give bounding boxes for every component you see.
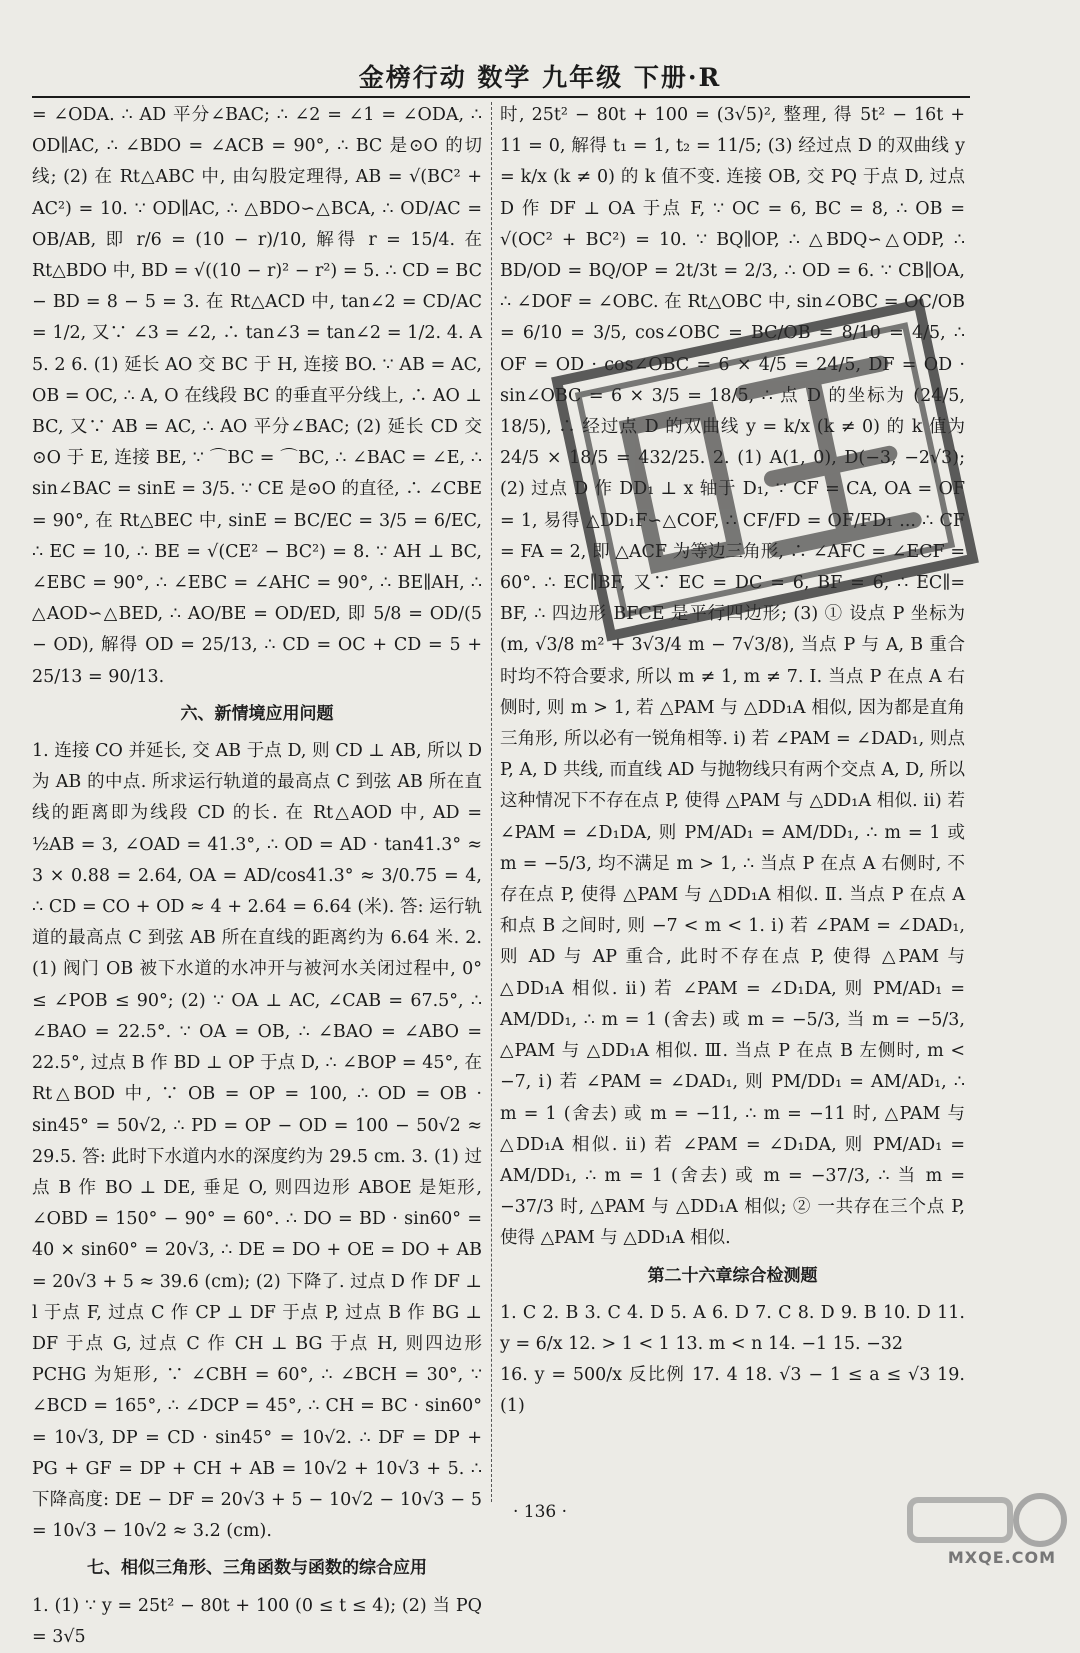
answer-line: 1. C 2. B 3. C 4. D 5. A 6. D 7. C 8. D 9. B 10. D 11. y = 6/x 12. > 1 < 1 13. m < n 14. −1 15. −32	[500, 1302, 965, 1354]
answer-line: 16. y = 500/x 反比例 17. 4 18. √3 − 1 ≤ a ≤ √3 19. (1)	[500, 1365, 965, 1417]
section-title-26: 第二十六章综合检测题	[647, 1265, 818, 1286]
answer-paragraph: 1. (1) ∵ y = 25t² − 80t + 100 (0 ≤ t ≤ 4); (2) 当 PQ = 3√5	[32, 1595, 482, 1647]
answer-paragraph: = ∠ODA. ∴ AD 平分∠BAC; ∴ ∠2 = ∠1 = ∠ODA, ∴ OD∥AC, ∴ ∠BDO = ∠ACB = 90°, ∴ BC 是⊙O 的切线; (2) 在 Rt△ABC 中, 由勾股定理得, AB = √(BC² + AC²) = 10. ∵ OD∥AC, ∴ △BDO∽△BCA, ∴ OD/AC = OB/AB, 即 r/6 = (10 − r)/10, 解得 r = 15/4. 在 Rt△BDO 中, BD = √((10 − r)² − r²) = 5. ∴ CD = BC − BD = 8 − 5 = 3. 在 Rt△ACD 中, tan∠2 = CD/AC = 1/2, 又∵ ∠3 = ∠2, ∴ tan∠3 = tan∠2 = 1/2. 4. A 5. 2 6. (1) 延长 AO 交 BC 于 H, 连接 BO. ∵ AB = AC, OB = OC, ∴ A, O 在线段 BC 的垂直平分线上, ∴ AO ⊥ BC, 又∵ AB = AC, ∴ AO 平分∠BAC; (2) 延长 CD 交⊙O 于 E, 连接 BE, ∵ ⌒BC = ⌒BC, ∴ ∠BAC = ∠E, ∴ sin∠BAC = sinE = 3/5. ∵ CE 是⊙O 的直径, ∴ ∠CBE = 90°, 在 Rt△BEC 中, sinE = BC/EC = 3/5 = 6/EC, ∴ EC = 10, ∴ BE = √(CE² − BC²) = 8. ∵ AH ⊥ BC, ∠EBC = 90°, ∴ ∠EBC = ∠AHC = 90°, ∴ BE∥AH, ∴ △AOD∽△BED, ∴ AO/BE = OD/ED, 即 5/8 = OD/(5 − OD), 解得 OD = 25/13, ∴ CD = OC + CD = 5 + 25/13 = 90/13.	[32, 105, 482, 687]
answer-paragraph: 时, 25t² − 80t + 100 = (3√5)², 整理, 得 5t² − 16t + 11 = 0, 解得 t₁ = 1, t₂ = 11/5; (3) 经过点 D 的双曲线 y = k/x (k ≠ 0) 的 k 值不变. 连接 OB, 交 PQ 于点 D, 过点 D 作 DF ⊥ OA 于点 F, ∵ OC = 6, BC = 8, ∴ OB = √(OC² + BC²) = 10. ∵ BQ∥OP, ∴ △BDQ∽△ODP, ∴ BD/OD = BQ/OP = 2t/3t = 2/3, ∴ OD = 6. ∵ CB∥OA, ∴ ∠DOF = ∠OBC. 在 Rt△OBC 中, sin∠OBC = OC/OB = 6/10 = 3/5, cos∠OBC = BC/OB = 8/10 = 4/5, ∴ OF = OD · cos∠OBC = 6 × 4/5 = 24/5, DF = OD · sin∠OBC = 6 × 3/5 = 18/5, ∴ 点 D 的坐标为 (24/5, 18/5), ∴ 经过点 D 的双曲线 y = k/x (k ≠ 0) 的 k 值为 24/5 × 18/5 = 432/25. 2. (1) A(1, 0), D(−3, −2√3); (2) 过点 D 作 DD₁ ⊥ x 轴于 D₁, ∵ CF = CA, OA = OF = 1, 易得 △DD₁F∽△COF, ∴ CF/FD = OF/FD₁ ... ∴ CF = FA = 2, 即 △ACF 为等边三角形, ∴ ∠AFC = ∠ECF = 60°. ∴ EC∥BF, 又∵ EC = DC = 6, BF = 6, ∴ EC∥= BF, ∴ 四边形 BFCE 是平行四边形; (3) ① 设点 P 坐标为 (m, √3/8 m² + 3√3/4 m − 7√3/8), 当点 P 与 A, B 重合时均不符合要求, 所以 m ≠ 1, m ≠ 7. Ⅰ. 当点 P 在点 A 右侧时, 则 m > 1, 若 △PAM 与 △DD₁A 相似, 因为都是直角三角形, 所以必有一锐角相等. ⅰ) 若 ∠PAM = ∠DAD₁, 则点 P, A, D 共线, 而直线 AD 与抛物线只有两个交点 A, D, 所以这种情况下不存在点 P, 使得 △PAM 与 △DD₁A 相似. ⅱ) 若 ∠PAM = ∠D₁DA, 则 PM/AD₁ = AM/DD₁, ∴ m = 1 或 m = −5/3, 均不满足 m > 1, ∴ 当点 P 在点 A 右侧时, 不存在点 P, 使得 △PAM 与 △DD₁A 相似. Ⅱ. 当点 P 在点 A 和点 B 之间时, 则 −7 < m < 1. ⅰ) 若 ∠PAM = ∠DAD₁, 则 AD 与 AP 重合, 此时不存在点 P, 使得 △PAM 与 △DD₁A 相似. ⅱ) 若 ∠PAM = ∠D₁DA, 则 PM/AD₁ = AM/DD₁, ∴ m = 1 (舍去) 或 m = −5/3, 当 m = −5/3, △PAM 与 △DD₁A 相似. Ⅲ. 当点 P 在点 B 左侧时, m < −7, ⅰ) 若 ∠PAM = ∠DAD₁, 则 PM/DD₁ = AM/AD₁, ∴ m = 1 (舍去) 或 m = −11, ∴ m = −11 时, △PAM 与 △DD₁A 相似. ⅱ) 若 ∠PAM = ∠D₁DA, 则 PM/AD₁ = AM/DD₁, ∴ m = 1 (舍去) 或 m = −37/3, ∴ 当 m = −37/3 时, △PAM 与 △DD₁A 相似; ② 一共存在三个点 P, 使得 △PAM 与 △DD₁A 相似.	[500, 105, 965, 1249]
page-header: 金榜行动 数学 九年级 下册·R	[358, 63, 722, 92]
answer-paragraph: 1. 连接 CO 并延长, 交 AB 于点 D, 则 CD ⊥ AB, 所以 D 为 AB 的中点. 所求运行轨道的最高点 C 到弦 AB 所在直线的距离即为线段 CD 的长. 在 Rt△AOD 中, AD = ½AB = 3, ∠OAD = 41.3°, ∴ OD = AD · tan41.3° ≈ 3 × 0.88 = 2.64, OA = AD/cos41.3° ≈ 3/0.75 = 4, ∴ CD = CO + OD ≈ 4 + 2.64 = 6.64 (米). 答: 运行轨道的最高点 C 到弦 AB 所在直线的距离约为 6.64 米. 2. (1) 阀门 OB 被下水道的水冲开与被河水关闭过程中, 0° ≤ ∠POB ≤ 90°; (2) ∵ OA ⊥ AC, ∠CAB = 67.5°, ∴ ∠BAO = 22.5°. ∵ OA = OB, ∴ ∠BAO = ∠ABO = 22.5°, 过点 B 作 BD ⊥ OP 于点 D, ∴ ∠BOP = 45°, 在 Rt△BOD 中, ∵ OB = OP = 100, ∴ OD = OB · sin45° = 50√2, ∴ PD = OP − OD = 100 − 50√2 ≈ 29.5. 答: 此时下水道内水的深度约为 29.5 cm. 3. (1) 过点 B 作 BO ⊥ DE, 垂足 O, 则四边形 ABOE 是矩形, ∠OBD = 150° − 90° = 60°. ∴ DO = BD · sin60° = 40 × sin60° = 20√3, ∴ DE = DO + OE = DO + AB = 20√3 + 5 ≈ 39.6 (cm); (2) 下降了. 过点 D 作 DF ⊥ l 于点 F, 过点 C 作 CP ⊥ DF 于点 P, 过点 B 作 BG ⊥ DF 于点 G, 过点 C 作 CH ⊥ BG 于点 H, 则四边形 PCHG 为矩形, ∵ ∠CBH = 60°, ∴ ∠BCH = 30°, ∵ ∠BCD = 165°, ∴ ∠DCP = 45°, ∴ CH = BC · sin60° = 10√3, DP = CD · sin45° = 10√2. ∴ DF = DP + PG + GF = DP + CH + AB = 10√2 + 10√3 + 5. ∴ 下降高度: DE − DF = 20√3 + 5 − 10√2 − 10√3 − 5 = 10√3 − 10√2 ≈ 3.2 (cm).	[32, 741, 482, 1542]
watermark-text: MXQE.COM	[947, 1548, 1056, 1567]
section-title-6: 六、新情境应用问题	[180, 703, 334, 724]
watermark-logo-icon	[890, 1480, 1070, 1575]
column-divider	[491, 102, 492, 1502]
section-title-7: 七、相似三角形、三角函数与函数的综合应用	[87, 1558, 427, 1579]
page-number: · 136 ·	[512, 1502, 568, 1522]
left-column	[32, 100, 482, 1653]
header-rule	[32, 96, 970, 98]
